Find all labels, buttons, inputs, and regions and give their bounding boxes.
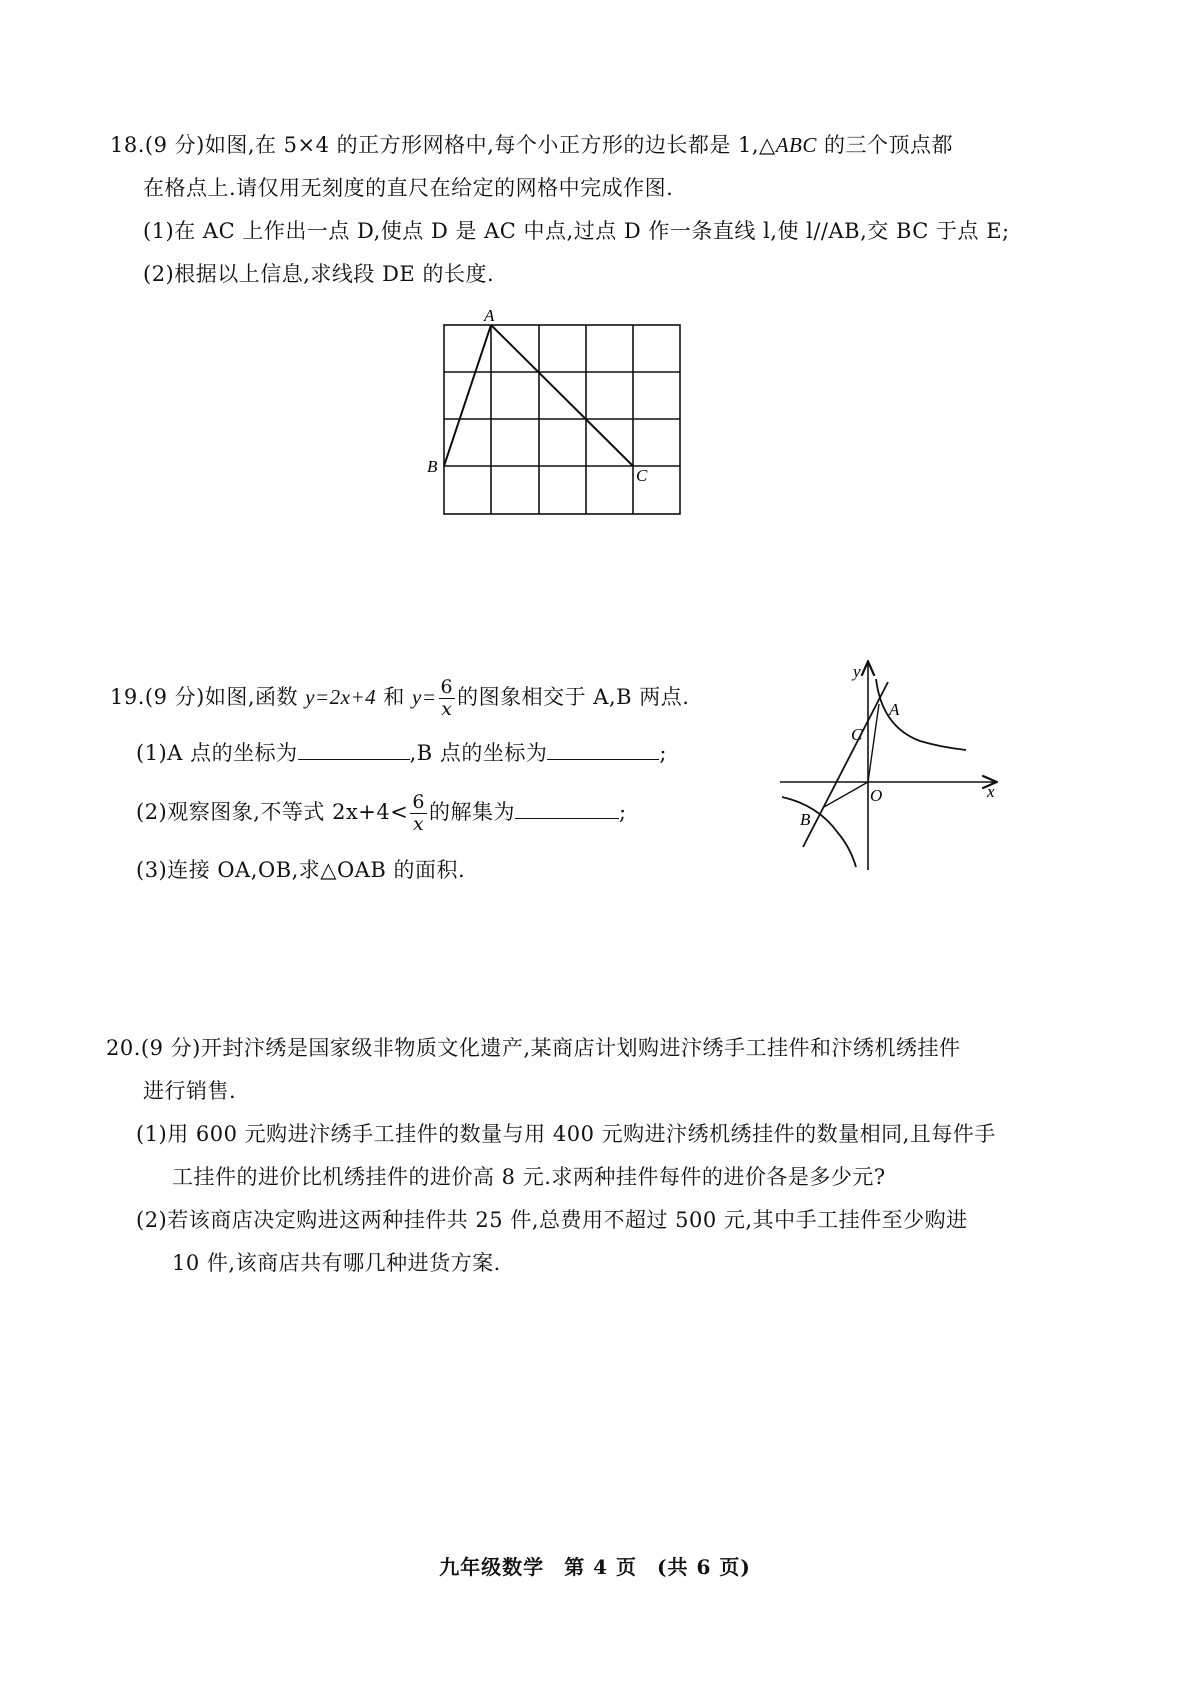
frac-denominator: x — [441, 698, 453, 720]
q18-head-tail: 的三个顶点都 — [816, 133, 954, 157]
q19-p2-end: ; — [618, 800, 627, 824]
frac2-numerator: 6 — [412, 791, 425, 813]
q20-part2-line2: 10 件,该商店共有哪几种进货方案. — [172, 1251, 501, 1275]
q20-heading: 20.(9 分)开封汴绣是国家级非物质文化遗产,某商店计划购进汴绣手工挂件和汴绣机绣挂件 — [106, 1036, 961, 1060]
q19-p2-a: (2)观察图象,不等式 2x+4< — [136, 800, 409, 824]
label-a: A — [889, 700, 900, 719]
axes — [780, 663, 995, 870]
q19-part2 — [136, 792, 627, 834]
q19-head-post: 的图象相交于 A,B 两点. — [457, 685, 690, 709]
label-x: x — [987, 782, 995, 801]
q19-part1 — [136, 737, 667, 768]
q19-head-mid: 和 — [376, 685, 413, 709]
q18-heading — [110, 130, 953, 160]
label-c: C — [636, 466, 648, 485]
q18-triangle-name: ABC — [775, 133, 817, 157]
label-b: B — [427, 457, 438, 476]
q20-part1-line2: 工挂件的进价比机绣挂件的进价高 8 元.求两种挂件每件的进价各是多少元? — [172, 1165, 886, 1189]
label-c: C — [851, 725, 863, 744]
label-o: O — [870, 786, 883, 805]
answer-blank-solution-set[interactable] — [515, 796, 619, 819]
grid-lines — [444, 325, 680, 514]
answer-blank-b[interactable] — [547, 737, 659, 760]
q19-heading — [110, 677, 689, 719]
q19-head-pre: 19.(9 分)如图,函数 — [110, 685, 306, 709]
q20-part2-line1: (2)若该商店决定购进这两种挂件共 25 件,总费用不超过 500 元,其中手工挂件至少购进 — [136, 1208, 968, 1232]
hyperbola-branch-2 — [782, 797, 856, 867]
q20-part1-line1: (1)用 600 元购进汴绣手工挂件的数量与用 400 元购进汴绣机绣挂件的数量相同,且每件手 — [136, 1122, 996, 1146]
q19-p2-b: 的解集为 — [428, 800, 515, 824]
q19-func2-lhs: y= — [412, 685, 437, 709]
footer-total-pages: (共 6 页) — [657, 1555, 751, 1579]
q19-func1: y=2x+4 — [305, 685, 377, 709]
label-a: A — [484, 306, 495, 325]
q18-grid-figure — [420, 305, 700, 520]
q19-graph-figure — [770, 655, 1010, 875]
q18-part1: (1)在 AC 上作出一点 D,使点 D 是 AC 中点,过点 D 作一条直线 l,使 l//AB,交 BC 于点 E; — [143, 219, 1010, 243]
q19-part3: (3)连接 OA,OB,求△OAB 的面积. — [136, 858, 466, 882]
q18-line2: 在格点上.请仅用无刻度的直尺在给定的网格中完成作图. — [143, 176, 674, 200]
q19-p1-b: ,B 点的坐标为 — [409, 741, 548, 765]
label-y: y — [853, 662, 861, 681]
q19-p1-end: ; — [659, 741, 667, 765]
q18-head-text: 18.(9 分)如图,在 5×4 的正方形网格中,每个小正方形的边长都是 1,△ — [110, 133, 776, 157]
q19-fraction — [439, 678, 456, 719]
answer-blank-a[interactable] — [298, 737, 410, 760]
page-footer — [0, 1551, 1190, 1580]
footer-course: 九年级数学 — [439, 1555, 545, 1579]
curves — [782, 679, 966, 867]
frac-numerator: 6 — [440, 676, 454, 698]
q20-line2: 进行销售. — [143, 1079, 237, 1103]
q18-part2: (2)根据以上信息,求线段 DE 的长度. — [143, 262, 495, 286]
line-y-2x-4 — [803, 682, 888, 847]
footer-page-number: 第 4 页 — [564, 1555, 638, 1579]
q19-fraction-2 — [410, 793, 427, 834]
label-b: B — [800, 810, 811, 829]
q19-p1-a: (1)A 点的坐标为 — [136, 741, 298, 765]
frac2-denominator: x — [413, 813, 425, 835]
